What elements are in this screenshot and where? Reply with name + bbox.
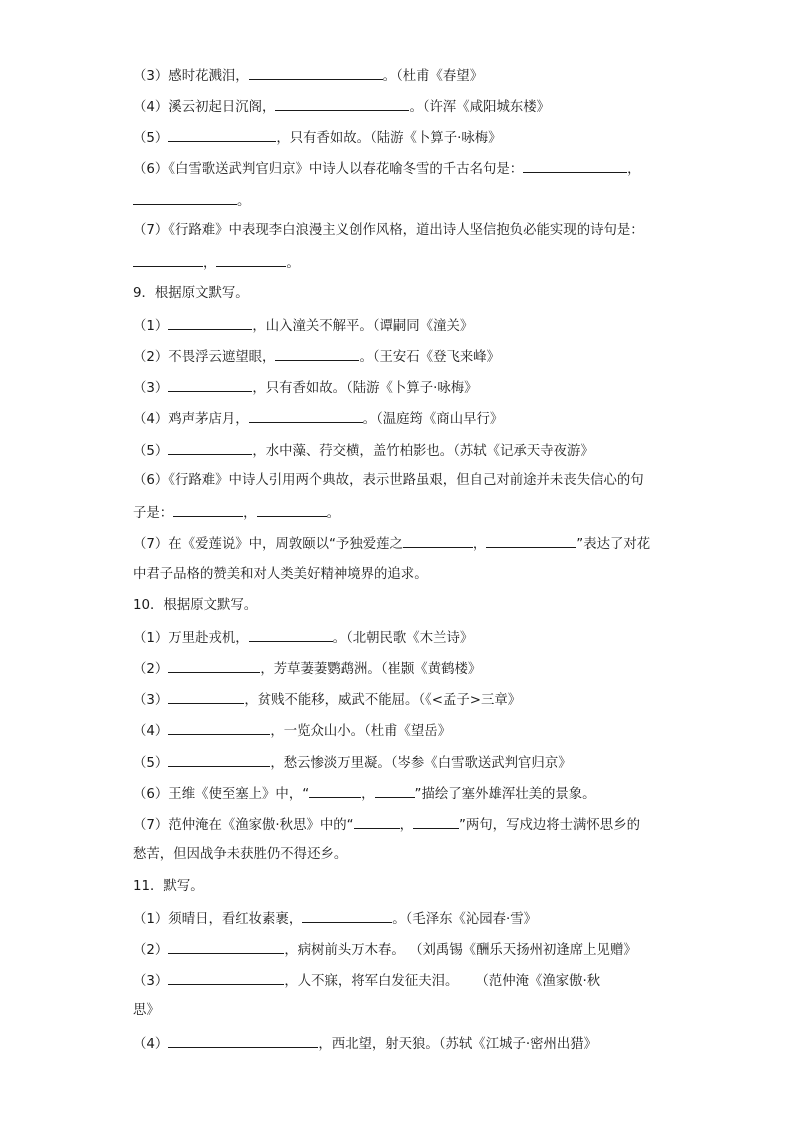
answer-blank: [354, 814, 400, 829]
text: 愁苦，但因战争未获胜仍不得还乡。: [133, 847, 348, 862]
text: （4）: [133, 1037, 169, 1052]
text: ，: [243, 506, 257, 521]
answer-blank: [168, 689, 244, 704]
text: 11．默写。: [133, 879, 204, 894]
question-10-heading: [133, 596, 257, 616]
item-9-3: [133, 377, 478, 397]
text: （7）《行路难》中表现李白浪漫主义创作风格，道出诗人坚信抱负必能实现的诗句是：: [133, 223, 644, 238]
text: ，: [472, 537, 487, 552]
answer-blank: [257, 502, 327, 517]
item-11-4: [133, 1033, 597, 1053]
text: （2）: [133, 662, 169, 677]
text: 。（毛泽东《沁园春·雪》: [392, 912, 538, 927]
answer-blank: [168, 127, 276, 142]
item-10-5: [133, 752, 572, 772]
text: ，: [203, 256, 217, 271]
answer-blank: [168, 315, 252, 330]
question-9-heading: [133, 284, 249, 304]
text: ”描绘了塞外雄浑壮美的景象。: [414, 787, 596, 802]
text: 。: [286, 256, 300, 271]
answer-blank: [133, 190, 237, 205]
answer-blank: [168, 939, 284, 954]
item-9-7-cont: [133, 565, 428, 585]
answer-blank: [168, 720, 270, 735]
text: 中君子品格的赞美和对人类美好精神境界的追求。: [133, 567, 428, 582]
text: 。（许浑《咸阳城东楼》: [409, 100, 551, 115]
text: ，病树前头万木春。 （刘禹锡《酬乐天扬州初逢席上见赠》: [284, 943, 637, 958]
item-9-1: [133, 315, 473, 335]
text: 10．根据原文默写。: [133, 598, 258, 613]
item-8-6-cont: [133, 190, 250, 210]
text: ，芳草萋萋鹦鹉洲。（崔颢《黄鹤楼》: [260, 662, 482, 677]
text: （6）《行路难》中诗人引用两个典故，表示世路虽艰，但自己对前途并未丧失信心的句: [133, 473, 644, 488]
text: （4）: [133, 724, 169, 739]
text: （4）鸡声茅店月，: [133, 412, 249, 427]
answer-blank: [216, 252, 286, 267]
item-10-6: [133, 783, 596, 803]
answer-blank: [413, 814, 459, 829]
text: 思》: [133, 1003, 160, 1018]
item-9-7: [133, 533, 650, 553]
text: 。（温庭筠《商山早行》: [362, 412, 504, 427]
item-8-4: [133, 96, 550, 116]
item-10-2: [133, 658, 481, 678]
answer-blank: [309, 783, 361, 798]
answer-blank: [275, 346, 359, 361]
text: （5）: [133, 131, 169, 146]
answer-blank: [375, 783, 415, 798]
answer-blank: [275, 96, 409, 111]
item-10-7-cont: [133, 845, 347, 865]
item-9-6: [133, 471, 644, 491]
text: （5）: [133, 756, 169, 771]
text: ”两句，写戍边将士满怀思乡的: [458, 818, 640, 833]
text: ，愁云惨淡万里凝。（岑参《白雪歌送武判官归京》: [270, 756, 572, 771]
text: ，: [627, 162, 641, 177]
text: 。: [326, 506, 340, 521]
text: ，: [361, 787, 375, 802]
item-8-7: [133, 221, 644, 241]
text: （2）不畏浮云遮望眼，: [133, 350, 276, 365]
item-10-7: [133, 814, 640, 834]
item-10-1: [133, 627, 473, 647]
answer-blank: [168, 752, 270, 767]
item-9-2: [133, 346, 500, 366]
item-10-4: [133, 720, 451, 740]
answer-blank: [403, 533, 473, 548]
text: ”表达了对花: [576, 537, 651, 552]
text: （5）: [133, 444, 169, 459]
answer-blank: [249, 65, 383, 80]
answer-blank: [168, 658, 260, 673]
text: 。（王安石《登飞来峰》: [359, 350, 501, 365]
item-9-4: [133, 408, 503, 428]
text: （4）溪云初起日沉阁，: [133, 100, 276, 115]
answer-blank: [168, 1033, 318, 1048]
answer-blank: [133, 252, 203, 267]
text: ，只有香如故。（陆游《卜算子·咏梅》: [252, 381, 478, 396]
answer-blank: [249, 627, 333, 642]
answer-blank: [302, 908, 392, 923]
item-11-3-cont: [133, 1001, 160, 1021]
text: （3）: [133, 974, 169, 989]
item-9-6-cont: [133, 502, 340, 522]
answer-blank: [168, 970, 284, 985]
item-8-7-cont: [133, 252, 300, 272]
text: （3）感时花溅泪，: [133, 69, 249, 84]
item-8-5: [133, 127, 502, 147]
text: 。（北朝民歌《木兰诗》: [332, 631, 474, 646]
text: （7）范仲淹在《渔家傲·秋思》中的“: [133, 818, 354, 833]
text: （2）: [133, 943, 169, 958]
item-11-1: [133, 908, 537, 928]
text: ，山入潼关不解平。（谭嗣同《潼关》: [252, 319, 474, 334]
text: ，西北望，射天狼。（苏轼《江城子·密州出猎》: [318, 1037, 598, 1052]
text: （3）: [133, 693, 169, 708]
answer-blank: [486, 533, 576, 548]
text: （7）在《爱莲说》中，周敦颐以“予独爱莲之: [133, 537, 403, 552]
item-8-6: [133, 158, 641, 178]
text: ，人不寐，将军白发征夫泪。 （范仲淹《渔家傲·秋: [284, 974, 601, 989]
text: （1）万里赴戎机，: [133, 631, 249, 646]
text: （6）《白雪歌送武判官归京》中诗人以春花喻冬雪的千古名句是：: [133, 162, 524, 177]
answer-blank: [249, 408, 363, 423]
text: 子是：: [133, 506, 174, 521]
item-8-3: [133, 65, 483, 85]
text: 9．根据原文默写。: [133, 286, 249, 301]
text: ，贫贱不能移，威武不能屈。（《<孟子>三章》: [244, 693, 522, 708]
text: ，一览众山小。（杜甫《望岳》: [270, 724, 452, 739]
text: ，水中藻、荇交横，盖竹柏影也。（苏轼《记承天寺夜游》: [252, 444, 594, 459]
text: （6）王维《使至塞上》中，“: [133, 787, 310, 802]
item-11-2: [133, 939, 637, 959]
text: （1）须晴日，看红妆素裹，: [133, 912, 303, 927]
answer-blank: [523, 158, 627, 173]
text: （3）: [133, 381, 169, 396]
question-11-heading: [133, 877, 204, 897]
item-11-3: [133, 970, 600, 990]
answer-blank: [168, 440, 252, 455]
text: ，: [399, 818, 413, 833]
text: ，只有香如故。（陆游《卜算子·咏梅》: [276, 131, 502, 146]
item-9-5: [133, 440, 594, 460]
item-10-3: [133, 689, 521, 709]
text: 。: [237, 194, 251, 209]
text: 。（杜甫《春望》: [382, 69, 484, 84]
text: （1）: [133, 319, 169, 334]
answer-blank: [173, 502, 243, 517]
answer-blank: [168, 377, 252, 392]
